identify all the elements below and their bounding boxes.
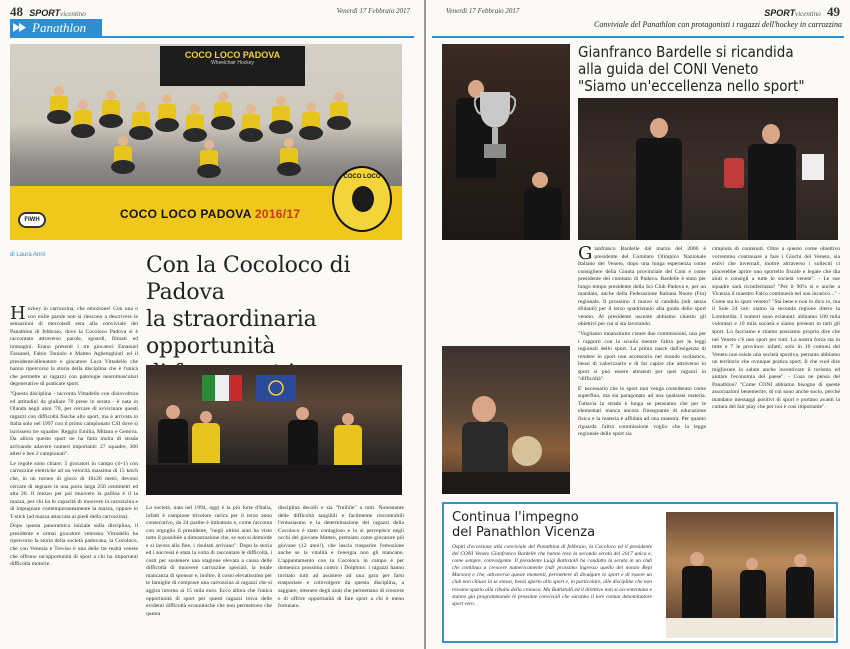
headline-line: Con la Cocoloco di Padova bbox=[146, 253, 351, 305]
paragraph: disciplina decolli e sia "fruibile" a tutti. Nonostante delle difficoltà tangibili e facilmente riscontrabili l'entusiasmo e la determinazione dei ragazzi della Cocoloco è stato contagioso e lo si percepisce negli occhi del giovane Matteo, premiato come giocatore più giovane (12 anni!), che lascia trasparire l'emozione anche se la vitalità e l'energia non gli mancano. L'appuntamento con la Cocoloco in campo è per domenica prossima contro i Dolphins: i ragazzi hanno invitato tutti ad assistere ad una gara per farsi trasportare e coinvolgere da questa disciplina, a saggiare, ottenere degli aiuti che permettano di crescere e di offrire opportunità di fare sport a chi è meno fortunato. bbox=[278, 505, 404, 610]
player-figure bbox=[302, 102, 320, 138]
article-title bbox=[578, 44, 844, 95]
player-figure bbox=[214, 92, 232, 128]
section-label: Panathlon bbox=[32, 20, 87, 35]
page-number: 48 bbox=[10, 4, 23, 19]
player-figure bbox=[102, 90, 120, 126]
paper-sheet bbox=[802, 154, 824, 180]
person-figure bbox=[682, 566, 712, 626]
left-page bbox=[0, 0, 424, 649]
person-figure bbox=[690, 552, 704, 566]
player-figure bbox=[158, 94, 176, 130]
paragraph: La società, nata nel 1994, oggi è la più forte d'Italia, infatti è campione tricolore carica per il terzo anno consecutivo, da 24 partite è imbattuta e, come racconta con orgoglio il presidente, "negli ultimi anni ha visto tutto il possibile a dimostrazione che, se non si demorde e si lavora alla fine, i risultati arrivano". Dopo la storia ed i successi è stata la volta di raccontare le difficoltà, i costi per sostenere una stagione elevata a causa delle difficoltà di muovere carrozzine speciali, la totale mancanza di sponsor e, inoltre, il costo elevatissimo per le famiglie di comprare una carrozzina ai ragazzi che si aggira intorno ai 15 mila euro. Ecco allora che l'unica opportunità di sport per questi ragazzi trova delle evidenti difficoltà economiche che non permettono che questa bbox=[146, 505, 272, 617]
section-rule bbox=[10, 36, 414, 38]
section-rule bbox=[432, 36, 844, 38]
person-figure bbox=[200, 411, 212, 423]
paragraph: E' necessario che lo sport non venga considerato come superfluo, ma sia paragonato ad una qualsiasi materia. Tuttavia la strada è lunga se pensiamo che per le elementari manca ancora l'insegnante di educazione fisica e la materia è affidata ad una maestra. Per quanto riguarda l'altra commissione voglio che la legge regionale dello sport sia bbox=[578, 385, 706, 438]
speaker-photo bbox=[442, 44, 570, 240]
player-figure bbox=[74, 100, 92, 136]
dinner-table bbox=[666, 618, 834, 638]
right-running-header bbox=[432, 4, 844, 18]
player-figure bbox=[280, 138, 298, 174]
page-number: 49 bbox=[827, 4, 840, 19]
player-figure bbox=[330, 92, 348, 128]
brand-logo: SPORT bbox=[764, 8, 796, 18]
person-figure bbox=[472, 396, 496, 422]
drop-cap: G bbox=[578, 246, 593, 264]
person-figure bbox=[636, 138, 682, 240]
person-figure bbox=[650, 118, 668, 138]
paragraph: Dopo questa panoramica iniziale sulla disciplina, il presidente e ormai giocatore veterano Vittadello ha ripercorso la storia della società padovana, la Cocoloco, che con Venezia e Treviso è una delle tre realtà venete che offrono un'opportunità di sport a chi ha importanti difficoltà motorie. bbox=[10, 523, 138, 568]
sidebar-box bbox=[442, 502, 838, 643]
wheelchair-row bbox=[146, 465, 402, 495]
person-figure bbox=[748, 144, 796, 240]
player-figure bbox=[50, 86, 68, 122]
paragraph: ockey in carrozzina, che emozione! Con una o con mille parole non si riescono a descrivere le sensazioni di mercoledì sera alla conviviale del Panathlon di febbraio, dove la Cocoloco Padova si è raccontata attraverso parole, sguardi, filmati ed immagini. Erano presenti i tre giocatori Emanuel Fassanel, Fabio Toniolo e Matteo Aghemghiuri ed il presidente/allenatore e giocatore Luca Vittadello che hanno ripercorso la storia della disciplina che è l'unica che permette ai ragazzi con patologie neuromuscolari degenerative di praticare sport. bbox=[10, 306, 138, 388]
trophy-icon bbox=[474, 88, 516, 162]
person-figure bbox=[192, 423, 220, 463]
player-figure bbox=[186, 104, 204, 140]
player-figure bbox=[114, 136, 132, 172]
player-figure bbox=[200, 140, 218, 176]
coni-pennant bbox=[724, 158, 744, 188]
coco-logo-text: COCO LOCO bbox=[343, 174, 381, 180]
issue-date: Venerdì 17 Febbraio 2017 bbox=[336, 7, 410, 15]
photo-banner-text: COCO LOCO PADOVA bbox=[184, 50, 281, 60]
article-column-1 bbox=[578, 246, 706, 498]
award-photo bbox=[442, 346, 570, 494]
person-figure bbox=[288, 420, 318, 465]
photo-caption-year: 2016/17 bbox=[254, 207, 301, 221]
person-figure bbox=[296, 407, 309, 420]
byline: di Laura Anni bbox=[10, 252, 46, 258]
issue-date: Venerdì 17 Febbraio 2017 bbox=[446, 7, 520, 15]
person-figure bbox=[158, 419, 188, 463]
player-figure bbox=[272, 96, 290, 132]
person-figure bbox=[532, 172, 548, 188]
arrow-right-icon bbox=[13, 23, 27, 32]
box-title bbox=[452, 510, 652, 540]
person-figure bbox=[462, 422, 508, 472]
photo-caption-team: COCO LOCO PADOVA bbox=[120, 207, 252, 221]
page-kicker: Conviviale del Panathlon con protagonisti i ragazzi dell'hockey in carrozzina bbox=[594, 20, 842, 29]
box-text: Ospiti d'eccezione alla conviviale del Panathlon di febbraio, la Cocoloco ed il presidente del CONI Veneto Gianfranco Bardelle che hanno reso la seconda serata del 2017 unica e, come sempre, coinvolgente. Il presidente Luigi Battistolli ha condotto la serata in un club che continua a crescere numericamente (ndr prossimo ingresso quello del notaio Bepi Marson) e che, attraverso queste momenti, permettere di divulgare lo sport e di essere un club non chiuso in se stesso, bensì aperto allo sport e, in particolare, alle discipline che non trovano spazio alla ribalta della cronaca. Ma Battistolli ed il direttivo non si accontentano e stanno già programmando le prossime conviviali che saranno il lore comun denominatore sport vero. bbox=[452, 544, 652, 607]
wheelchair bbox=[442, 472, 570, 494]
article-column-3 bbox=[278, 505, 404, 643]
person-figure bbox=[794, 554, 807, 567]
coco-loco-logo bbox=[332, 166, 392, 232]
article-column-2 bbox=[146, 505, 272, 643]
person-figure bbox=[342, 413, 354, 425]
person-figure bbox=[166, 405, 180, 419]
person-figure bbox=[762, 124, 780, 144]
coco-logo-mark bbox=[352, 186, 374, 212]
player-figure bbox=[242, 104, 260, 140]
person-figure bbox=[524, 188, 562, 240]
photo-banner-sub: Wheelchair Hockey bbox=[210, 60, 255, 66]
headline-line: la straordinaria opportunità bbox=[146, 307, 317, 359]
paragraph: ianfranco Bardelle dal marzo del 2006 è presidente del Comitato Olimpico Nazionale Italiano del Veneto, dopo una lunga esperienza come consigliere della Giunta provinciale del Coni e come presidente del comitato di Padova. Bardelle è stato per lungo tempo presidente della Sci Club Padova e, per un mandato, anche della Federazione Italiana Nuoto (Fin) regionale. Il prossimo 4 marzo si candida (ndr senza sfidanti) per il terzo quadriennio alla guida dello sport veneto. Al presidente uscente abbiamo chiesto gli obiettivi per cui si sta lavorando. bbox=[578, 246, 706, 328]
team-photo bbox=[10, 44, 402, 240]
photo-caption-title bbox=[120, 207, 300, 221]
dinner-photo bbox=[666, 512, 834, 638]
paragraph: cimpiuta di contenuti. Oltre a questo come obiettivo vorremmo continuare a fare i Giochi del Veneto, sia estivi che invernali, inoltre attraverso i solleciti ci piacerebbe aprire uno sportello fiscale e legale che dia aiuti e consigli a tutte le società venete". - Le sue squadre sarà riconfermata? "Per il 90% sì e anche a Vicenza il maestro Falco continuerà nel suo incarico..." - Come sta lo sport veneto? "Sta bene e non lo dico io, ma il Sole 24 ore: siamo la seconda regione dietro la Lombardia. I numeri sono eclatanti: abbiamo 100 mila volontari e 10 mila società e siamo presenti in tutti gli sport. Lo facciamo e stiamo possiamo proprio dire che nel Veneto c'è uno sport per tutti. La nostra forza sta in tutte e 7 le province: infatti, solo in 16 comuni del Veneto non esiste una società sportiva, pertanto abbiamo un territorio che ovunque pratica sport. Il che vuol dire migliorare la salute anche incentivare il turismo ed aiutare l'economia del paese". - Cosa ne pensa del Panathlon? "Come CONI abbiamo bisogno di queste associazioni benemerite, di cui sono anche socio, perché mandano messaggi positivi di sport e portano avanti la cultura del fair play che per noi è così importante". bbox=[712, 246, 840, 411]
left-running-header bbox=[10, 4, 414, 18]
box-title-line: Continua l'impegno bbox=[452, 510, 579, 525]
right-page bbox=[426, 0, 850, 649]
title-line: alla guida del CONI Veneto bbox=[578, 60, 759, 78]
drop-cap: H bbox=[10, 306, 26, 324]
paragraph: "Vogliamo innanzitutto creare due commissioni, una per i rapporti con la scuola mentre l'altra per le leggi regionali dello sport. La prima nasce dall'esigenza di rendere lo sport non accessorio nel mondo scolastico, bensì di valorizzarlo e di far capire che attraverso lo sport si può essere attraenti per quei ragazzi in "difficoltà". bbox=[578, 331, 706, 383]
photo-banner bbox=[160, 46, 305, 86]
box-title-line: del Panathlon Vicenza bbox=[452, 525, 596, 540]
podium-photo bbox=[578, 98, 838, 240]
title-line: "Siamo un'eccellenza nello sport" bbox=[578, 77, 805, 95]
person-figure bbox=[746, 558, 758, 570]
brand-sub: vicentino bbox=[795, 10, 821, 18]
section-tag bbox=[10, 19, 102, 36]
paragraph: "Questa disciplina - racconta Vittadello con disinvoltura ed attitudini da giullare 70 prese in serata - è nata in Olanda negli anni '70, per cercare di avvicinare questi ragazzi con difficoltà fisiche allo sport, ma è arrivata in Italia solo nel 1997 con il primo campionato CSI dove si iscrissero tre squadre: Reggio Emilia, Milano e Genova. Da allora questo sport ne ha fatta molta di strada arrivando adavere numeri importanti: 27 squadre, 300 atleti e ben 2 campionati". bbox=[10, 391, 138, 458]
fiwh-logo: FIWH bbox=[18, 212, 46, 228]
award-plate bbox=[512, 436, 542, 466]
flag-icon bbox=[202, 375, 242, 401]
person-figure bbox=[740, 570, 766, 620]
flag-icon bbox=[256, 375, 296, 401]
event-photo bbox=[146, 365, 402, 495]
player-figure bbox=[132, 102, 150, 138]
brand-logo: SPORT bbox=[29, 8, 61, 18]
person-figure bbox=[334, 425, 362, 465]
article-column-1 bbox=[10, 306, 138, 643]
paragraph: Le regole sono chiare: 5 giocatori in campo (4+1) con carrozzine elettriche ad un velocità massima di 15 km/h che, in un torneo di gioco di 16x20 metri, devono cercare di segnare in una porta larga 250 centimetri ed alta 20. Il mezzo per poi muovere la pallina è il la mazza, per chi ha le capacità di muovere la carrozzina e di impugnare contemporaneamente la mazza, oppure lo T-stick (ad mazza attaccata ai piedi della carrozzina). bbox=[10, 460, 138, 520]
brand-sub: vicentino bbox=[60, 10, 86, 18]
person-figure bbox=[786, 567, 814, 623]
title-line: Gianfranco Bardelle si ricandida bbox=[578, 43, 794, 61]
article-column-2 bbox=[712, 246, 840, 498]
